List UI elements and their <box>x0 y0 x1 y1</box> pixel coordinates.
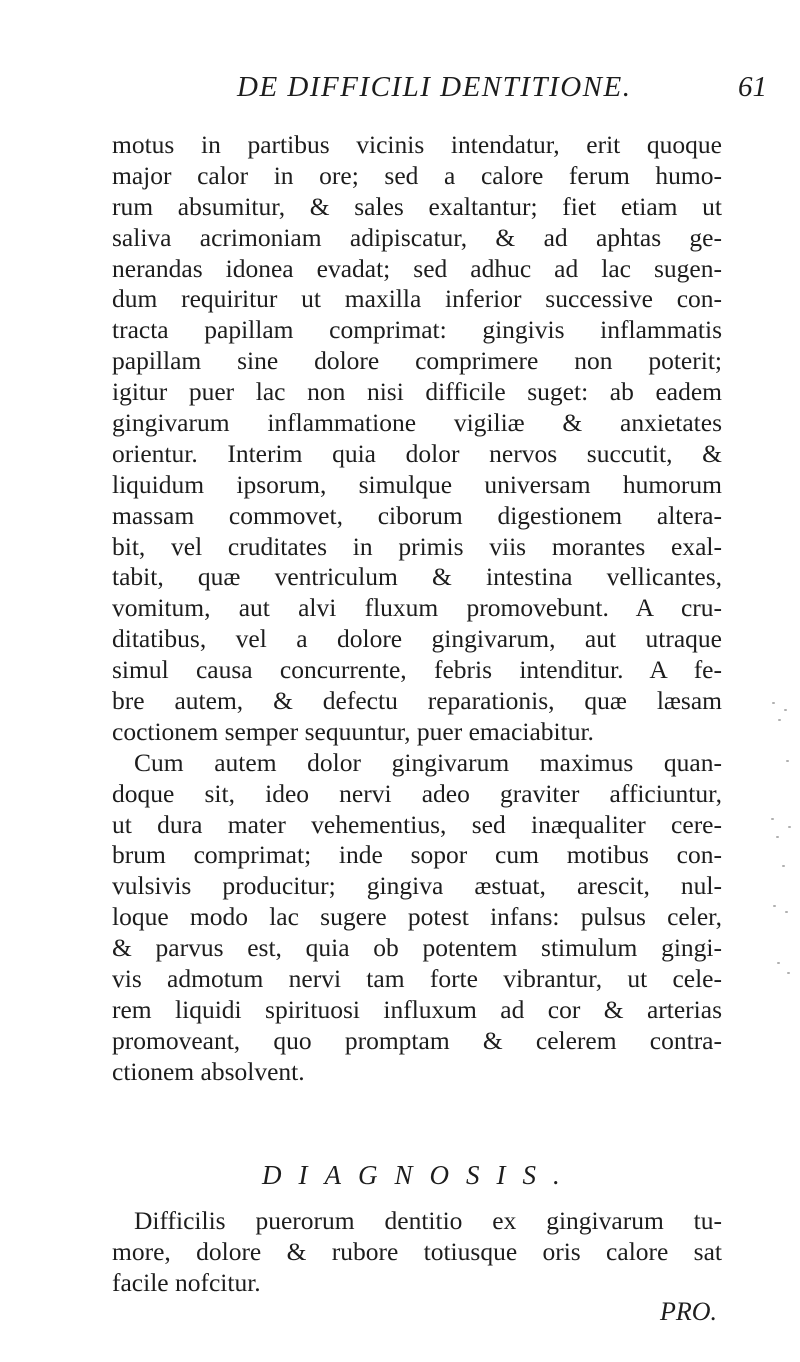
text-line: & parvus est, quia ob potentem stimulum gingi- <box>112 933 722 963</box>
text-line: doque sit, ideo nervi adeo graviter afficiuntur, <box>112 778 722 808</box>
speck <box>788 826 791 828</box>
text-line: gingivarum inflammatione vigiliæ & anxietates <box>112 408 722 438</box>
text-line: bre autem, & defectu reparationis, quæ læsam <box>112 686 722 716</box>
text-line: rum absumitur, & sales exaltantur; fiet etiam ut <box>112 191 722 221</box>
speck <box>776 836 779 838</box>
main-text <box>112 130 722 1088</box>
text-line: papillam sine dolore comprimere non poterit; <box>112 346 722 376</box>
speck <box>784 709 787 711</box>
speck <box>787 972 790 974</box>
speck <box>772 702 775 704</box>
speck <box>785 911 788 913</box>
text-line: massam commovet, ciborum digestionem altera- <box>112 500 722 530</box>
text-line: saliva acrimoniam adipiscatur, & ad aphtas ge- <box>112 222 722 252</box>
text-line: tracta papillam comprimat: gingivis inflammatis <box>112 315 722 345</box>
speck <box>771 818 774 820</box>
text-line: promoveant, quo promptam & celerem contra- <box>112 1025 722 1055</box>
text-line: coctionem semper sequuntur, puer emaciabitur. <box>112 716 594 746</box>
running-head-title: DE DIFFICILI DENTITIONE. <box>237 71 632 103</box>
text-line: vomitum, aut alvi fluxum promovebunt. A cru- <box>112 593 722 623</box>
diagnosis-text <box>112 1206 722 1299</box>
text-line: more, dolore & rubore totiusque oris calore sat <box>112 1236 722 1266</box>
speck <box>786 760 789 762</box>
text-line: ditatibus, vel a dolore gingivarum, aut utraque <box>112 624 722 654</box>
speck <box>782 865 785 867</box>
section-heading-text: DIAGNOSIS. <box>262 1160 577 1190</box>
text-line: vulsivis producitur; gingiva æstuat, arescit, nul- <box>112 871 722 901</box>
text-line: ut dura mater vehementius, sed inæqualiter cere- <box>112 809 722 839</box>
catchword: PRO. <box>660 1297 718 1326</box>
text-line: facile nofcitur. <box>112 1267 261 1297</box>
page-number: 61 <box>738 71 767 103</box>
text-line: orientur. Interim quia dolor nervos succutit, & <box>112 438 722 468</box>
text-line: loque modo lac sugere potest infans: pulsus celer, <box>112 902 722 932</box>
speck <box>777 962 780 964</box>
text-line: igitur puer lac non nisi difficile suget: ab eadem <box>112 377 722 407</box>
text-line: rem liquidi spirituosi influxum ad cor & arterias <box>112 994 722 1024</box>
text-line: nerandas idonea evadat; sed adhuc ad lac sugen- <box>112 253 722 283</box>
text-line: major calor in ore; sed a calore ferum humo- <box>112 160 722 190</box>
text-line: dum requiritur ut maxilla inferior successive con- <box>112 284 722 314</box>
page-edge-specks <box>762 700 800 1030</box>
text-line: Cum autem dolor gingivarum maximus quan- <box>134 747 722 777</box>
text-line: bit, vel cruditates in primis viis morantes exal- <box>112 531 722 561</box>
speck <box>773 905 776 907</box>
text-line: Difficilis puerorum dentitio ex gingivarum tu- <box>134 1206 722 1235</box>
text-line: simul causa concurrente, febris intenditur. A fe- <box>112 655 722 685</box>
text-line: brum comprimat; inde sopor cum motibus con- <box>112 840 722 870</box>
text-line: liquidum ipsorum, simulque universam humorum <box>112 469 722 499</box>
running-head <box>0 71 800 111</box>
text-line: tabit, quæ ventriculum & intestina vellicantes, <box>112 562 722 592</box>
text-line: vis admotum nervi tam forte vibrantur, ut cele- <box>112 964 722 994</box>
text-line: motus in partibus vicinis intendatur, erit quoque <box>112 130 722 159</box>
speck <box>778 719 781 721</box>
text-line: ctionem absolvent. <box>112 1056 305 1086</box>
